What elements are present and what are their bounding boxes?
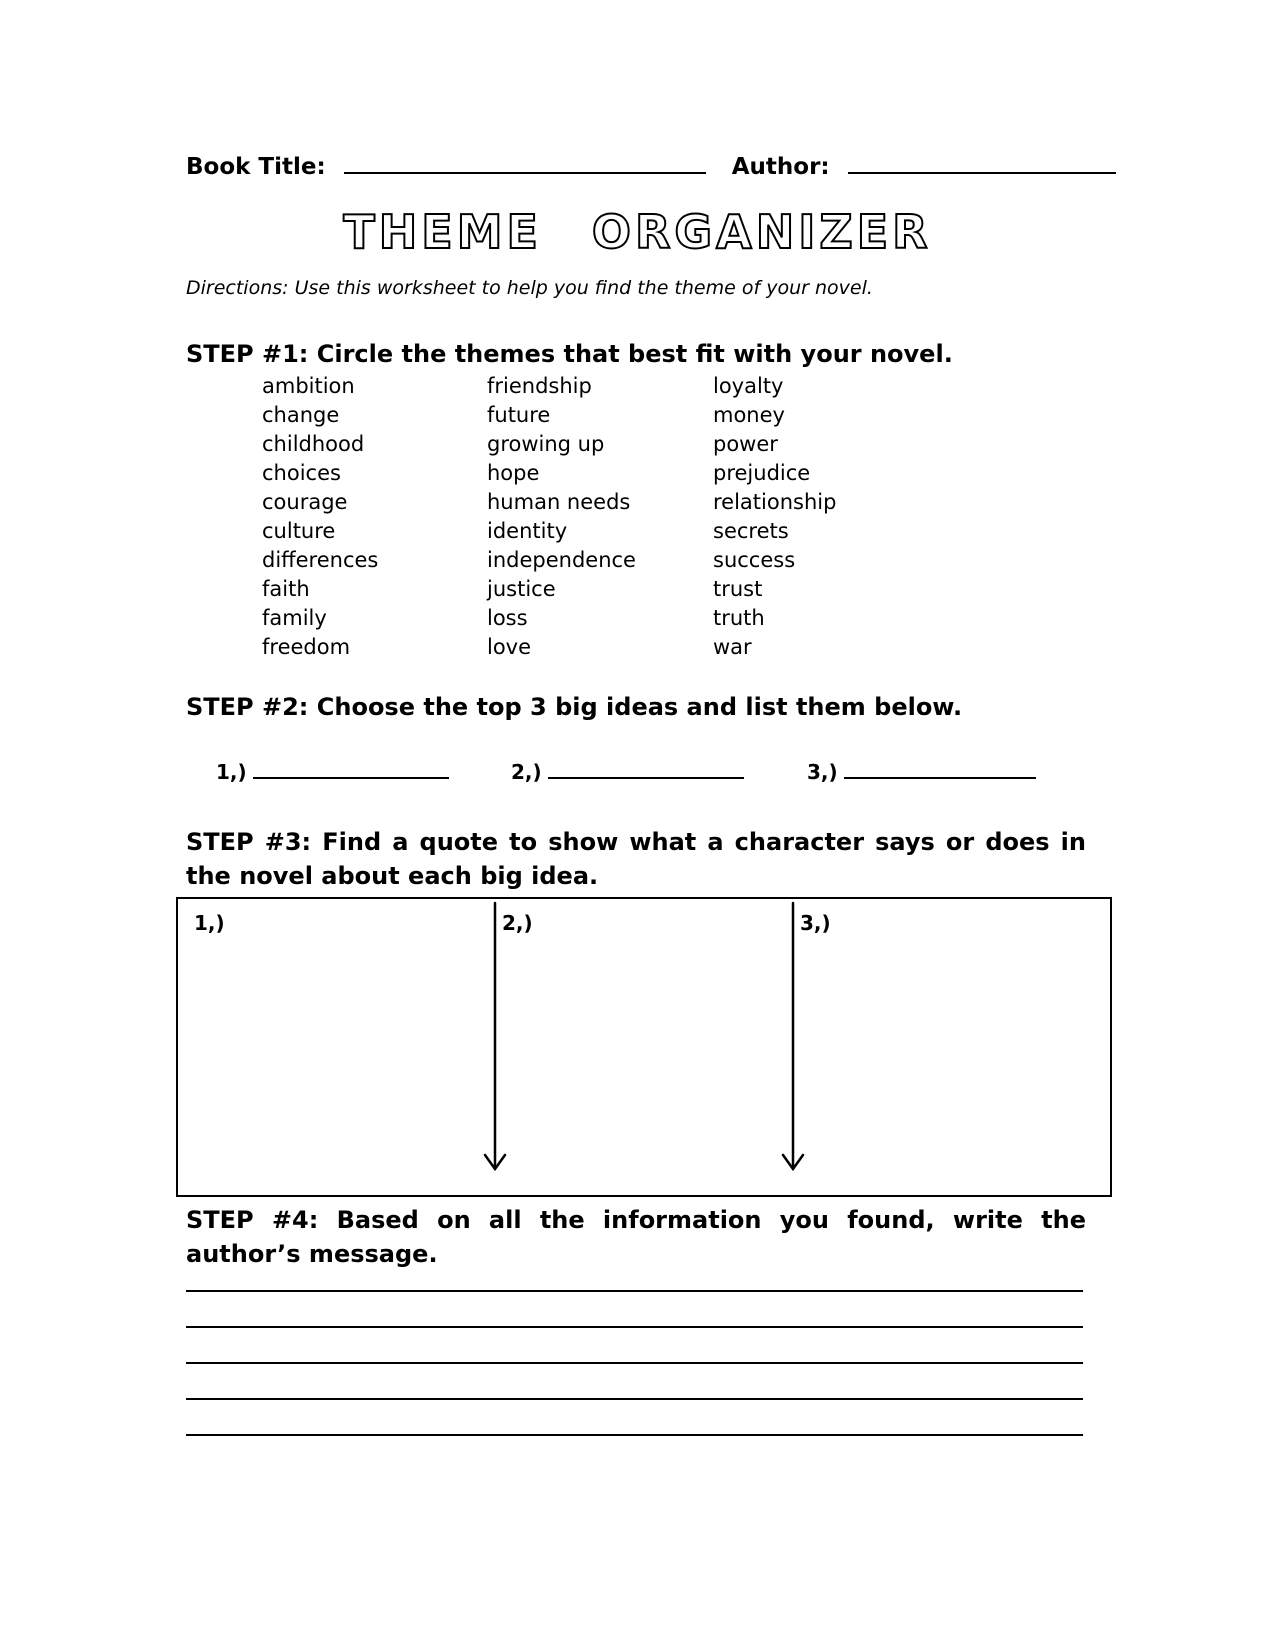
theme-item[interactable]: war xyxy=(713,635,752,659)
theme-item[interactable]: loyalty xyxy=(713,374,784,398)
big-idea-slot-2 xyxy=(511,757,744,784)
theme-item[interactable]: culture xyxy=(262,519,336,543)
big-idea-field[interactable] xyxy=(844,757,1036,779)
theme-item[interactable]: secrets xyxy=(713,519,789,543)
book-title-label: Book Title: xyxy=(186,154,326,180)
page-title: THEME ORGANIZER xyxy=(343,205,932,259)
down-arrow-icon xyxy=(783,903,803,1169)
quote-box-label-2: 2,) xyxy=(502,911,533,935)
theme-item[interactable]: change xyxy=(262,403,340,427)
theme-item[interactable]: human needs xyxy=(487,490,631,514)
step1-heading: STEP #1: Circle the themes that best fit with your novel. xyxy=(186,340,953,368)
message-line[interactable] xyxy=(186,1434,1083,1436)
theme-item[interactable]: trust xyxy=(713,577,763,601)
theme-item[interactable]: freedom xyxy=(262,635,351,659)
author-field[interactable] xyxy=(848,152,1116,174)
theme-item[interactable]: loss xyxy=(487,606,528,630)
theme-item[interactable]: family xyxy=(262,606,327,630)
divider-arrows xyxy=(176,897,1112,1197)
themes-column-2 xyxy=(487,372,636,662)
theme-item[interactable]: success xyxy=(713,548,796,572)
message-line[interactable] xyxy=(186,1398,1083,1400)
quote-box-label-1: 1,) xyxy=(194,911,225,935)
big-idea-field[interactable] xyxy=(253,757,449,779)
theme-item[interactable]: independence xyxy=(487,548,636,572)
theme-item[interactable]: courage xyxy=(262,490,348,514)
theme-item[interactable]: money xyxy=(713,403,785,427)
big-idea-number: 2,) xyxy=(511,760,542,784)
theme-item[interactable]: identity xyxy=(487,519,568,543)
down-arrow-icon xyxy=(485,903,505,1169)
theme-item[interactable]: friendship xyxy=(487,374,592,398)
big-idea-number: 3,) xyxy=(807,760,838,784)
step4-heading: STEP #4: Based on all the information you found, write the author’s message. xyxy=(186,1206,1086,1268)
big-idea-slot-1 xyxy=(216,757,449,784)
book-title-field[interactable] xyxy=(344,152,706,174)
directions-text: Directions: Use this worksheet to help you find the theme of your novel. xyxy=(186,277,873,299)
theme-item[interactable]: differences xyxy=(262,548,379,572)
header-fields xyxy=(186,152,1086,180)
theme-item[interactable]: growing up xyxy=(487,432,605,456)
quote-box-label-3: 3,) xyxy=(800,911,831,935)
theme-item[interactable]: love xyxy=(487,635,532,659)
theme-item[interactable]: childhood xyxy=(262,432,365,456)
theme-item[interactable]: power xyxy=(713,432,778,456)
theme-item[interactable]: prejudice xyxy=(713,461,811,485)
theme-item[interactable]: relationship xyxy=(713,490,837,514)
theme-item[interactable]: future xyxy=(487,403,551,427)
quote-box[interactable] xyxy=(176,897,1112,1197)
step3-heading: STEP #3: Find a quote to show what a character says or does in the novel about each big idea. xyxy=(186,828,1086,890)
big-idea-slot-3 xyxy=(807,757,1036,784)
message-line[interactable] xyxy=(186,1326,1083,1328)
big-idea-number: 1,) xyxy=(216,760,247,784)
theme-item[interactable]: choices xyxy=(262,461,341,485)
big-idea-field[interactable] xyxy=(548,757,744,779)
message-line[interactable] xyxy=(186,1290,1083,1292)
theme-item[interactable]: justice xyxy=(487,577,556,601)
themes-column-3 xyxy=(713,372,836,662)
theme-item[interactable]: truth xyxy=(713,606,765,630)
themes-column-1 xyxy=(262,372,378,662)
message-line[interactable] xyxy=(186,1362,1083,1364)
author-label: Author: xyxy=(731,154,830,180)
step2-heading: STEP #2: Choose the top 3 big ideas and list them below. xyxy=(186,693,963,721)
theme-item[interactable]: faith xyxy=(262,577,310,601)
theme-item[interactable]: ambition xyxy=(262,374,355,398)
theme-item[interactable]: hope xyxy=(487,461,540,485)
